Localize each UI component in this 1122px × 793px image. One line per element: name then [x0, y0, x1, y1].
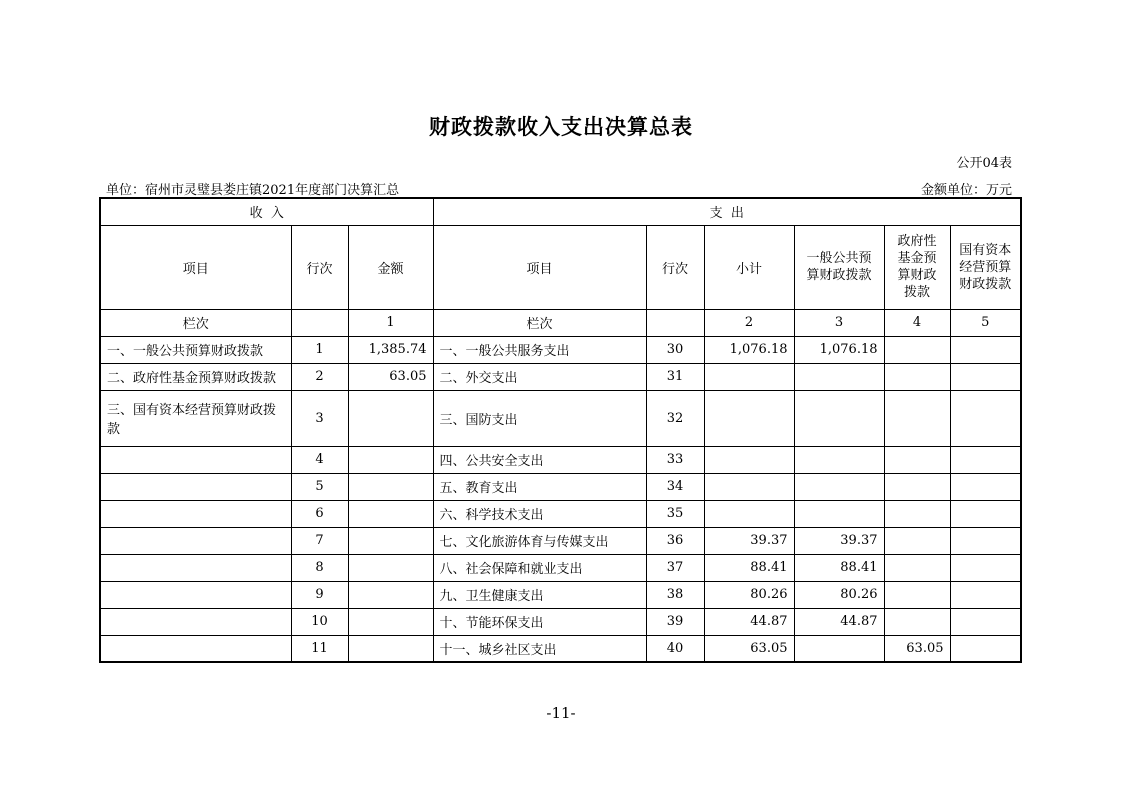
- income-amount: [348, 635, 433, 662]
- general-budget-amount: [794, 363, 884, 390]
- state-capital-amount: [950, 500, 1021, 527]
- gov-fund-header: 政府性基金预算财政拨款: [884, 225, 950, 309]
- general-budget-amount: 88.41: [794, 554, 884, 581]
- general-budget-amount: 39.37: [794, 527, 884, 554]
- expense-subtotal: 63.05: [704, 635, 794, 662]
- expense-row-no: 31: [646, 363, 704, 390]
- expense-item-header: 项目: [433, 225, 646, 309]
- table-number: 公开04表: [956, 156, 1012, 171]
- col-index-4: 4: [884, 309, 950, 336]
- general-budget-amount: [794, 446, 884, 473]
- expense-subtotal: [704, 390, 794, 446]
- gov-fund-amount: [884, 446, 950, 473]
- expense-item: 九、卫生健康支出: [433, 581, 646, 608]
- income-item: 一、一般公共预算财政拨款: [100, 336, 291, 363]
- gov-fund-amount: [884, 500, 950, 527]
- expense-subtotal: [704, 500, 794, 527]
- income-row-no: 6: [291, 500, 348, 527]
- state-capital-amount: [950, 336, 1021, 363]
- column-index-row: [100, 309, 1021, 336]
- income-row-no: 7: [291, 527, 348, 554]
- income-section-header: 收 入: [100, 198, 433, 225]
- state-capital-amount: [950, 446, 1021, 473]
- expense-item: 七、文化旅游体育与传媒支出: [433, 527, 646, 554]
- page-number: -11-: [546, 704, 576, 722]
- table-row: [100, 446, 1021, 473]
- general-budget-amount: [794, 500, 884, 527]
- state-capital-amount: [950, 390, 1021, 446]
- expense-row-no: 33: [646, 446, 704, 473]
- col-index-2: 2: [704, 309, 794, 336]
- gov-fund-amount: [884, 554, 950, 581]
- income-item: [100, 446, 291, 473]
- expense-item: 八、社会保障和就业支出: [433, 554, 646, 581]
- expense-row-no: 32: [646, 390, 704, 446]
- income-row-no: 5: [291, 473, 348, 500]
- expense-subtotal: 44.87: [704, 608, 794, 635]
- income-item: [100, 473, 291, 500]
- col-index-5: 5: [950, 309, 1021, 336]
- expense-row-no: 36: [646, 527, 704, 554]
- gov-fund-amount: [884, 527, 950, 554]
- state-capital-header: 国有资本经营预算财政拨款: [950, 225, 1021, 309]
- income-item: [100, 554, 291, 581]
- state-capital-amount: [950, 581, 1021, 608]
- income-item: [100, 635, 291, 662]
- income-amount: [348, 554, 433, 581]
- table-row: [100, 608, 1021, 635]
- gov-fund-amount: 63.05: [884, 635, 950, 662]
- income-amount: 63.05: [348, 363, 433, 390]
- general-budget-amount: 80.26: [794, 581, 884, 608]
- income-row-no: 4: [291, 446, 348, 473]
- income-row-no: 10: [291, 608, 348, 635]
- expense-row-no: 40: [646, 635, 704, 662]
- income-item: 二、政府性基金预算财政拨款: [100, 363, 291, 390]
- income-amount: [348, 446, 433, 473]
- state-capital-amount: [950, 527, 1021, 554]
- income-row-no: 3: [291, 390, 348, 446]
- income-amount: [348, 527, 433, 554]
- expense-row-no: 38: [646, 581, 704, 608]
- income-item-header: 项目: [100, 225, 291, 309]
- expense-subtotal: 88.41: [704, 554, 794, 581]
- general-budget-amount: [794, 390, 884, 446]
- col-index-1: 1: [348, 309, 433, 336]
- col-index-3: 3: [794, 309, 884, 336]
- income-item: [100, 608, 291, 635]
- reporting-unit: 单位：宿州市灵璧县娄庄镇2021年度部门决算汇总: [106, 183, 400, 198]
- table-row: [100, 581, 1021, 608]
- income-item: [100, 527, 291, 554]
- expense-item: 十、节能环保支出: [433, 608, 646, 635]
- general-budget-amount: [794, 473, 884, 500]
- table-row: [100, 363, 1021, 390]
- income-row-no-header: 行次: [291, 225, 348, 309]
- expense-subtotal: 80.26: [704, 581, 794, 608]
- income-amount-header: 金额: [348, 225, 433, 309]
- income-amount: [348, 608, 433, 635]
- income-amount: [348, 581, 433, 608]
- expense-row-no-header: 行次: [646, 225, 704, 309]
- state-capital-amount: [950, 473, 1021, 500]
- table-row: [100, 554, 1021, 581]
- table-row: [100, 500, 1021, 527]
- state-capital-amount: [950, 363, 1021, 390]
- budget-summary-table: [99, 197, 1022, 663]
- expense-item: 一、一般公共服务支出: [433, 336, 646, 363]
- report-title: 财政拨款收入支出决算总表: [429, 115, 693, 139]
- gov-fund-amount: [884, 390, 950, 446]
- column-header-row: [100, 225, 1021, 309]
- gov-fund-amount: [884, 336, 950, 363]
- expense-section-header: 支 出: [433, 198, 1021, 225]
- state-capital-amount: [950, 635, 1021, 662]
- expense-subtotal: 1,076.18: [704, 336, 794, 363]
- section-header-row: [100, 198, 1021, 225]
- expense-row-no: 35: [646, 500, 704, 527]
- expense-row-no: 34: [646, 473, 704, 500]
- income-row-no: 1: [291, 336, 348, 363]
- gov-fund-amount: [884, 581, 950, 608]
- income-item: [100, 581, 291, 608]
- income-col-label: 栏次: [100, 309, 291, 336]
- gov-fund-amount: [884, 473, 950, 500]
- income-item: [100, 500, 291, 527]
- expense-row-no: 39: [646, 608, 704, 635]
- state-capital-amount: [950, 554, 1021, 581]
- income-row-no: 8: [291, 554, 348, 581]
- general-budget-amount: 1,076.18: [794, 336, 884, 363]
- expense-item: 四、公共安全支出: [433, 446, 646, 473]
- expense-col-blank: [646, 309, 704, 336]
- subtotal-header: 小计: [704, 225, 794, 309]
- expense-item: 十一、城乡社区支出: [433, 635, 646, 662]
- income-row-no: 11: [291, 635, 348, 662]
- expense-row-no: 37: [646, 554, 704, 581]
- expense-col-label: 栏次: [433, 309, 646, 336]
- expense-item: 六、科学技术支出: [433, 500, 646, 527]
- general-budget-header: 一般公共预算财政拨款: [794, 225, 884, 309]
- expense-item: 二、外交支出: [433, 363, 646, 390]
- income-amount: [348, 390, 433, 446]
- general-budget-amount: [794, 635, 884, 662]
- gov-fund-amount: [884, 363, 950, 390]
- table-row: [100, 473, 1021, 500]
- expense-subtotal: [704, 363, 794, 390]
- state-capital-amount: [950, 608, 1021, 635]
- table-row: [100, 336, 1021, 363]
- table-row: [100, 527, 1021, 554]
- income-row-no: 9: [291, 581, 348, 608]
- income-item: 三、国有资本经营预算财政拨款: [100, 390, 291, 446]
- table-row: [100, 390, 1021, 446]
- table-row: [100, 635, 1021, 662]
- expense-row-no: 30: [646, 336, 704, 363]
- income-row-no: 2: [291, 363, 348, 390]
- income-amount: 1,385.74: [348, 336, 433, 363]
- gov-fund-amount: [884, 608, 950, 635]
- expense-subtotal: [704, 473, 794, 500]
- expense-item: 五、教育支出: [433, 473, 646, 500]
- currency-unit: 金额单位：万元: [920, 183, 1012, 198]
- expense-item: 三、国防支出: [433, 390, 646, 446]
- expense-subtotal: 39.37: [704, 527, 794, 554]
- income-amount: [348, 473, 433, 500]
- expense-subtotal: [704, 446, 794, 473]
- general-budget-amount: 44.87: [794, 608, 884, 635]
- income-col-blank: [291, 309, 348, 336]
- income-amount: [348, 500, 433, 527]
